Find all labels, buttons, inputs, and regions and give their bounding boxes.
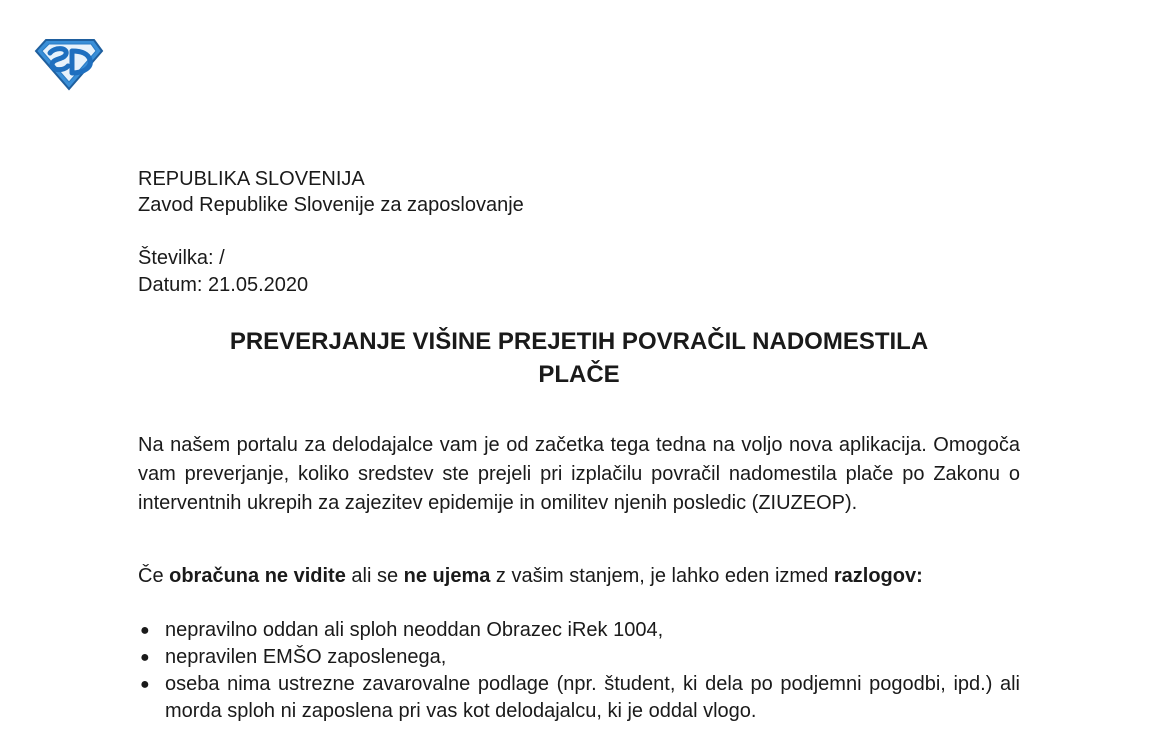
list-item xyxy=(138,671,1020,725)
document-header xyxy=(138,166,524,218)
zrsz-logo xyxy=(34,37,104,91)
reasons-list xyxy=(138,617,1020,725)
intro-paragraph: Na našem portalu za delodajalce vam je od začetka tega tedna na voljo nova aplikacija. Omogoča vam preverjanje, koliko sredstev ste prejeli pri izplačilu povračil nadomestila plače po Zakonu o interventnih ukrepih za zajezitev epidemije in omilitev njenih posledic (ZIUZEOP). xyxy=(138,434,1020,514)
title-line-1: PREVERJANJE VIŠINE PREJETIH POVRAČIL NADOMESTILA xyxy=(229,328,929,355)
bullet-icon: ● xyxy=(140,649,150,666)
document-date: Datum: 21.05.2020 xyxy=(138,274,309,296)
reasons-text-3: z vašim stanjem, je lahko eden izmed xyxy=(490,565,834,587)
document-number: Številka: / xyxy=(138,247,225,269)
list-item xyxy=(138,644,1020,671)
reasons-bold-1: obračuna ne vidite xyxy=(169,565,346,587)
list-item-text: oseba nima ustrezne zavarovalne podlage (npr. študent, ki dela po podjemni pogodbi, ipd.) ali morda sploh ni zaposlena pri vas kot delodajalcu, ki je oddal vlogo. xyxy=(165,673,1020,722)
list-item xyxy=(138,617,1020,644)
reasons-paragraph xyxy=(138,563,1020,590)
bullet-icon: ● xyxy=(140,622,150,639)
bullet-icon: ● xyxy=(140,676,150,693)
list-item-text: nepravilno oddan ali sploh neoddan Obrazec iRek 1004, xyxy=(165,619,664,641)
document-title xyxy=(138,325,1020,391)
list-item-text: nepravilen EMŠO zaposlenega, xyxy=(165,646,447,668)
reasons-text-1: Če xyxy=(138,565,170,587)
header-institution: Zavod Republike Slovenije za zaposlovanje xyxy=(138,194,524,216)
document-meta xyxy=(138,245,308,299)
reasons-bold-3: razlogov: xyxy=(833,565,923,587)
title-line-2: PLAČE xyxy=(538,361,620,388)
zrsz-logo-icon xyxy=(34,37,104,91)
reasons-text-2: ali se xyxy=(345,565,404,587)
reasons-bold-2: ne ujema xyxy=(403,565,491,587)
header-republic: REPUBLIKA SLOVENIJA xyxy=(138,168,365,190)
